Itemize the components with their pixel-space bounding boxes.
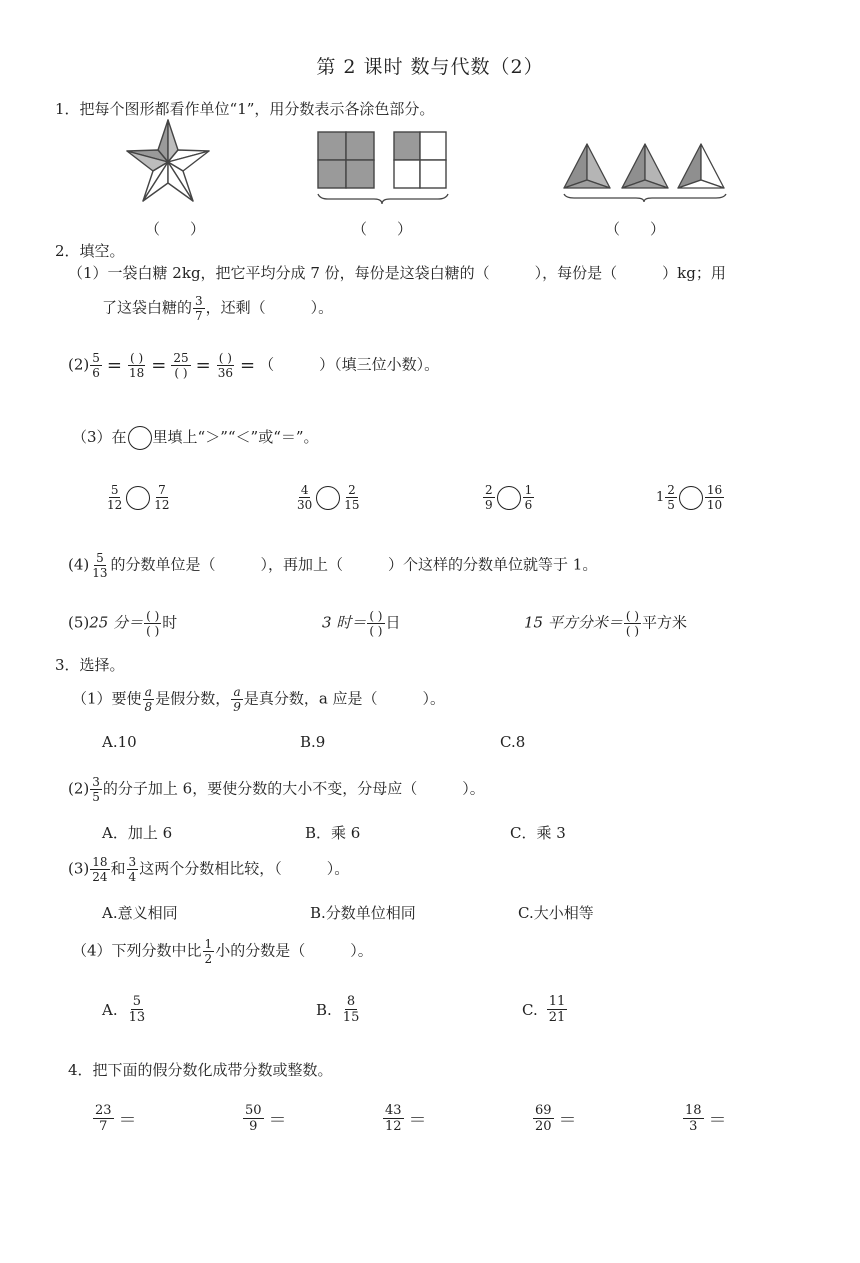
q3-1-option-b[interactable]: B.9 <box>300 733 326 751</box>
fraction: $\frac{18}{3}$ <box>685 1103 702 1134</box>
q2-1-text-b: ，还剩（ ）。 <box>205 298 334 317</box>
q3-1-text-b: 是假分数， <box>155 689 231 708</box>
q2-2-label: (2) <box>68 355 90 374</box>
compare-item-1 <box>104 484 173 511</box>
fraction: $\frac{3}{4}$ <box>128 855 137 884</box>
q3-4-option-b[interactable] <box>316 995 362 1024</box>
q3-1-line <box>72 686 445 713</box>
q3-3-label: (3) <box>68 859 90 878</box>
mixed-whole: 1 <box>656 490 665 505</box>
q3-2-label: (2) <box>68 779 90 798</box>
q2-1-line2 <box>102 295 333 322</box>
fraction: $\frac{2}{15}$ <box>344 483 360 512</box>
q2-5-c <box>524 610 687 637</box>
fraction: $\frac{23}{7}$ <box>95 1103 112 1134</box>
q2-5-c-text: 15 平方分米＝ <box>524 613 623 632</box>
equals-sign: ＝ <box>408 1109 427 1131</box>
fraction: $\frac{5}{12}$ <box>107 483 123 512</box>
equals-sign: = <box>195 355 211 376</box>
q3-4-option-c[interactable] <box>522 995 568 1024</box>
q1-answer-blank-3[interactable]: （ ） <box>605 220 666 238</box>
equals-sign: ＝ <box>118 1109 137 1131</box>
q2-5-a-text: 25 分＝ <box>89 613 144 632</box>
q3-4-option-a[interactable] <box>102 995 148 1024</box>
q4-item-5 <box>682 1104 731 1133</box>
fraction-blank[interactable]: $\frac{25}{( )}$ <box>173 351 189 380</box>
fraction: $\frac{2}{9}$ <box>485 483 493 512</box>
equals-sign: = <box>151 355 167 376</box>
q3-3-line <box>68 856 349 883</box>
equals-sign: = <box>240 355 256 376</box>
fraction-blank[interactable]: $\frac{( )}{36}$ <box>217 351 234 380</box>
fraction: $\frac{2}{5}$ <box>667 483 675 512</box>
q1-answer-blank-1[interactable]: （ ） <box>145 220 206 238</box>
q2-5-label: (5) <box>68 613 90 632</box>
fraction-blank[interactable]: $\frac{( )}{( )}$ <box>146 609 160 638</box>
fraction: $\frac{1}{6}$ <box>524 483 533 512</box>
fraction-blank[interactable]: $\frac{( )}{( )}$ <box>625 609 640 638</box>
equals-sign: ＝ <box>708 1109 727 1131</box>
q2-1-line1: （1）一袋白糖 2kg，把它平均分成 7 份，每份是这袋白糖的（ ），每份是（ ）kg；用 <box>68 264 726 282</box>
option-label: C. <box>522 1000 538 1019</box>
fraction: $\frac{3}{7}$ <box>195 294 203 323</box>
equals-sign: ＝ <box>558 1109 577 1131</box>
q1-answer-blank-2[interactable]: （ ） <box>352 220 413 238</box>
q1-prompt: 1．把每个图形都看作单位“1”，用分数表示各涂色部分。 <box>55 100 435 118</box>
fraction: $\frac{5}{13}$ <box>128 994 146 1025</box>
star-figure <box>124 118 212 204</box>
q2-3-text-b: 里填上“＞”“＜”或“＝”。 <box>152 428 319 446</box>
fraction: $\frac{8}{15}$ <box>342 994 360 1025</box>
q2-3-line <box>72 426 319 450</box>
q3-2-option-a[interactable]: A．加上 6 <box>102 824 173 842</box>
unit-day: 日 <box>385 613 401 632</box>
q4-heading: 4．把下面的假分数化成带分数或整数。 <box>68 1061 333 1079</box>
fraction: $\frac{69}{20}$ <box>535 1103 552 1134</box>
fraction: $\frac{7}{12}$ <box>154 483 170 512</box>
q3-2-option-b[interactable]: B．乘 6 <box>305 824 361 842</box>
fraction: $\frac{3}{5}$ <box>92 775 100 804</box>
q3-3-option-c[interactable]: C.大小相等 <box>518 904 594 922</box>
q2-2-line <box>68 352 439 379</box>
compare-circle[interactable] <box>679 486 703 510</box>
fraction: $\frac{a}{9}$ <box>233 685 241 714</box>
q2-4-text: 的分数单位是（ ），再加上（ ）个这样的分数单位就等于 1。 <box>110 555 598 574</box>
fraction: $\frac{5}{6}$ <box>92 351 100 380</box>
q3-4-text-b: 小的分数是（ ）。 <box>215 941 373 960</box>
compare-circle[interactable] <box>497 486 521 510</box>
fraction: $\frac{50}{9}$ <box>245 1103 262 1134</box>
compare-item-4 <box>656 484 725 511</box>
q3-2-text: 的分子加上 6，要使分数的大小不变，分母应（ ）。 <box>102 779 485 798</box>
q3-2-line <box>68 776 485 803</box>
fraction: $\frac{1}{2}$ <box>204 937 213 966</box>
squares-figure <box>314 128 454 208</box>
unit-square-meter: 平方米 <box>642 613 688 632</box>
q2-5-b-text: 3 时＝ <box>322 613 367 632</box>
q2-5-b <box>322 610 401 637</box>
q3-3-text: 这两个分数相比较，（ ）。 <box>139 859 350 878</box>
fraction: $\frac{4}{30}$ <box>297 483 313 512</box>
fraction: $\frac{11}{21}$ <box>548 994 566 1025</box>
q3-3-and: 和 <box>110 859 126 878</box>
fraction: $\frac{18}{24}$ <box>92 855 108 884</box>
q3-4-text-a: （4）下列分数中比 <box>72 941 202 960</box>
option-label: B. <box>316 1000 332 1019</box>
page-title: 第 2 课时 数与代数（2） <box>316 56 544 78</box>
q3-1-text-a: （1）要使 <box>72 689 142 708</box>
q3-4-line <box>72 938 373 965</box>
compare-circle[interactable] <box>126 486 150 510</box>
fraction: $\frac{43}{12}$ <box>385 1103 402 1134</box>
fraction: $\frac{16}{10}$ <box>706 483 723 512</box>
equals-sign: ＝ <box>268 1109 287 1131</box>
q2-heading: 2．填空。 <box>55 242 125 260</box>
compare-item-2 <box>294 484 363 511</box>
triangles-figure <box>560 140 730 204</box>
compare-circle-icon <box>128 426 152 450</box>
fraction-blank[interactable]: $\frac{( )}{( )}$ <box>369 609 383 638</box>
compare-item-3 <box>482 484 535 511</box>
q3-1-text-c: 是真分数，a 应是（ ）。 <box>243 689 446 708</box>
q4-item-1 <box>92 1104 141 1133</box>
q3-heading: 3．选择。 <box>55 656 125 674</box>
q2-2-tail: （ ）（填三位小数）。 <box>259 355 440 374</box>
q2-4-label: (4) <box>68 555 90 574</box>
q3-3-option-a[interactable]: A.意义相同 <box>102 904 178 922</box>
q4-item-4 <box>532 1104 581 1133</box>
unit-hour: 时 <box>162 613 178 632</box>
q4-item-2 <box>242 1104 291 1133</box>
q2-5-a <box>68 610 177 637</box>
fraction: $\frac{a}{8}$ <box>144 685 153 714</box>
fraction-blank[interactable]: $\frac{( )}{18}$ <box>128 351 145 380</box>
q4-item-3 <box>382 1104 431 1133</box>
fraction: $\frac{5}{13}$ <box>92 551 108 580</box>
q3-2-option-c[interactable]: C．乘 3 <box>510 824 566 842</box>
q3-1-option-a[interactable]: A.10 <box>102 733 137 751</box>
q3-3-option-b[interactable]: B.分数单位相同 <box>310 904 416 922</box>
q2-3-text-a: （3）在 <box>72 428 127 446</box>
q2-1-text-a: 了这袋白糖的 <box>102 298 193 317</box>
option-label: A. <box>102 1000 118 1019</box>
compare-circle[interactable] <box>316 486 340 510</box>
q2-4-line <box>68 552 597 579</box>
equals-sign: = <box>106 355 122 376</box>
q3-1-option-c[interactable]: C.8 <box>500 733 526 751</box>
